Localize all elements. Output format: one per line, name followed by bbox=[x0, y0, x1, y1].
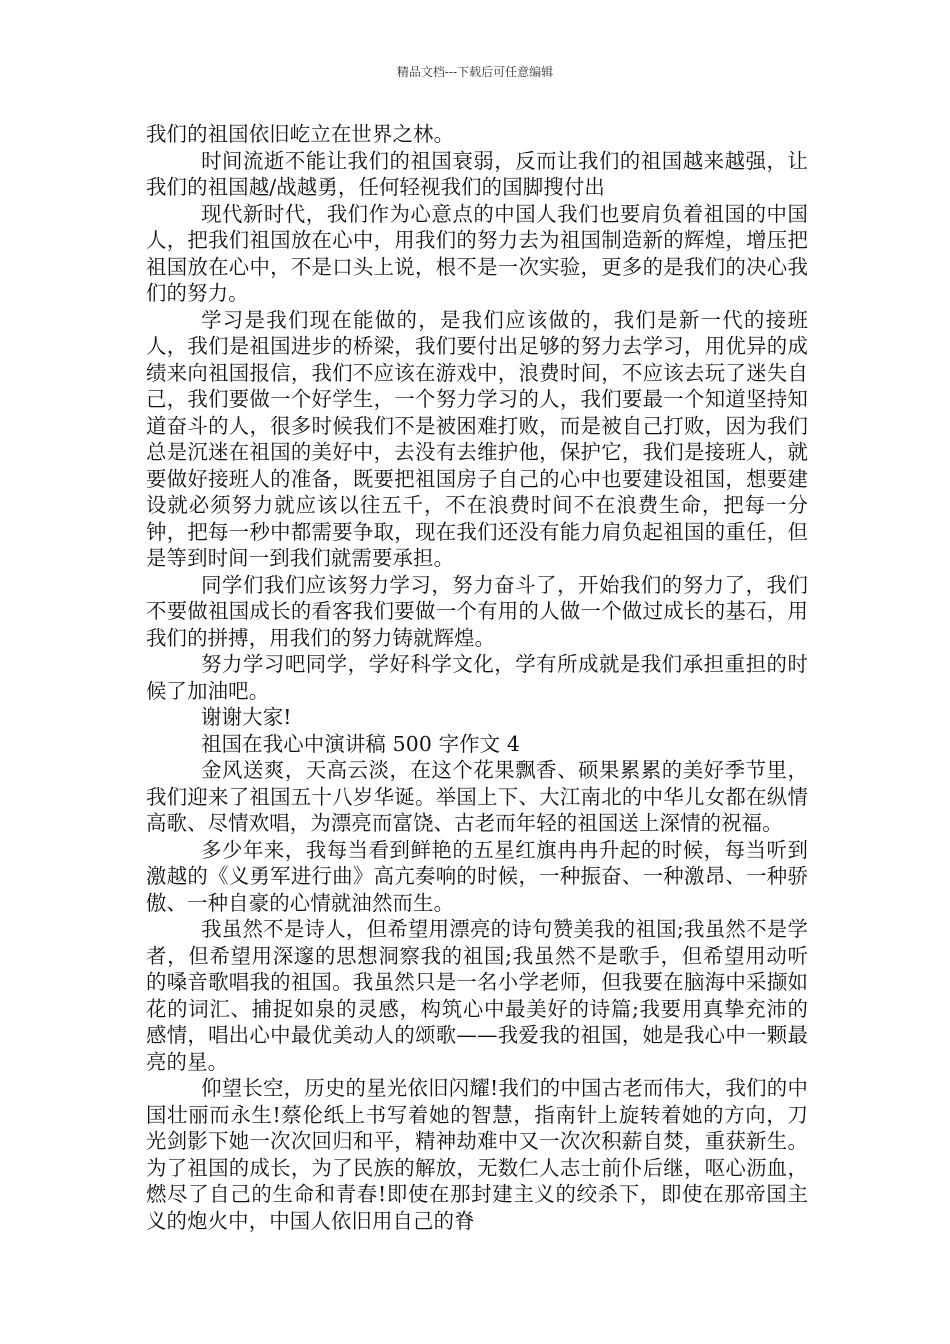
paragraph: 努力学习吧同学，学好科学文化，学有所成就是我们承担重担的时候了加油吧。 bbox=[146, 652, 808, 703]
paragraph: 同学们我们应该努力学习，努力奋斗了，开始我们的努力了，我们不要做祖国成长的看客我们要做一个有用的人做一个做过成长的基石，用我们的拼搏，用我们的努力铸就辉煌。 bbox=[146, 572, 808, 650]
paragraph: 现代新时代，我们作为心意点的中国人我们也要肩负着祖国的中国人，把我们祖国放在心中，用我们的努力去为祖国制造新的辉煌，增压把祖国放在心中，不是口头上说，根不是一次实验，更多的是我们的决心我们的努力。 bbox=[146, 201, 808, 305]
closing-line: 谢谢大家! bbox=[201, 705, 292, 729]
paragraph: 学习是我们现在能做的，是我们应该做的，我们是新一代的接班人，我们是祖国进步的桥梁，我们要付出足够的努力去学习，用优异的成绩来向祖国报信，我们不应该在游戏中，浪费时间，不应该去玩了迷失自己，我们要做一个好学生，一个努力学习的人，我们要最一个知道坚持知道奋斗的人，很多时候我们不是被困难打败，而是被自己打败，因为我们总是沉迷在祖国的美好中，去没有去维护他，保护它，我们是接班人，就要做好接班人的准备，既要把祖国房子自己的心中也要建设祖国，想要建设就必须努力就应该以往五千，不在浪费时间不在浪费生命，把每一分钟，把每一秒中都需要争取，现在我们还没有能力肩负起祖国的重任，但是等到时间一到我们就需要承担。 bbox=[146, 307, 808, 570]
paragraph: 时间流逝不能让我们的祖国衰弱，反而让我们的祖国越来越强，让我们的祖国越/战越勇，任何轻视我们的国脚搜付出 bbox=[146, 148, 808, 199]
paragraph: 多少年来，我每当看到鲜艳的五星红旗冉冉升起的时候，每当听到激越的《义勇军进行曲》高亢奏响的时候，一种振奋、一种激昂、一种骄傲、一种自豪的心情就油然而生。 bbox=[146, 837, 808, 915]
section-title: 祖国在我心中演讲稿 500 字作文 4 bbox=[201, 731, 520, 756]
page-header: 精品文档---下载后可任意编辑 bbox=[396, 65, 554, 79]
paragraph: 我虽然不是诗人，但希望用漂亮的诗句赞美我的祖国;我虽然不是学者，但希望用深邃的思想洞察我的祖国;我虽然不是歌手，但希望用动听的嗓音歌唱我的祖国。我虽然只是一名小学老师，但我要在脑海中采撷如花的词汇、捕捉如泉的灵感，构筑心中最美好的诗篇;我要用真挚充沛的感情，唱出心中最优美动人的颂歌——我爱我的祖国，她是我心中一颗最亮的星。 bbox=[146, 917, 808, 1074]
paragraph: 我们的祖国依旧屹立在世界之林。 bbox=[146, 122, 455, 146]
paragraph: 金风送爽，天高云淡，在这个花果飘香、硕果累累的美好季节里，我们迎来了祖国五十八岁华诞。举国上下、大江南北的中华儿女都在纵情高歌、尽情欢唱，为漂亮而富饶、古老而年轻的祖国送上深情的祝福。 bbox=[146, 758, 808, 835]
paragraph: 仰望长空，历史的星光依旧闪耀!我们的中国古老而伟大，我们的中国壮丽而永生!蔡伦纸上书写着她的智慧，指南针上旋转着她的方向，刀光剑影下她一次次回归和平，精神劫难中又一次次积薪自焚，重获新生。为了祖国的成长，为了民族的解放，无数仁人志士前仆后继，呕心沥血，燃尽了自己的生命和青春!即使在那封建主义的绞杀下，即使在那帝国主义的炮火中，中国人依旧用自己的脊 bbox=[146, 1076, 808, 1233]
document-body bbox=[146, 121, 808, 1234]
